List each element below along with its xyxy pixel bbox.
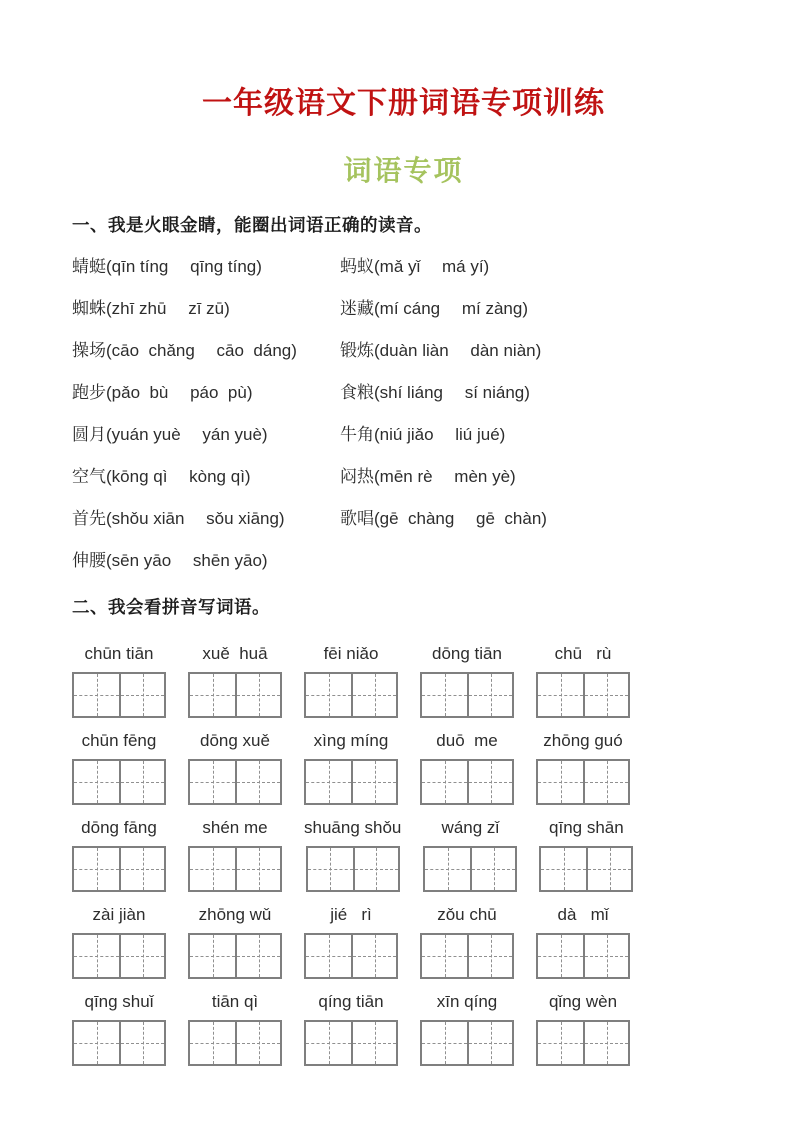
word-text: 蜻蜓 xyxy=(72,257,106,276)
pinyin-label: duō me xyxy=(436,731,498,750)
pinyin-label: chūn fēng xyxy=(81,731,157,750)
pinyin-word-item xyxy=(188,992,282,1066)
pinyin-label: qíng tiān xyxy=(318,992,384,1011)
pinyin-label: tiān qì xyxy=(211,992,259,1011)
pinyin-word-item xyxy=(72,644,166,718)
word-item xyxy=(72,426,340,444)
pinyin-label: fēi niǎo xyxy=(323,644,379,663)
pinyin-label: zhōng wǔ xyxy=(198,905,272,924)
pronunciation-options: (sēn yāo shēn yāo) xyxy=(106,551,268,570)
writing-grid xyxy=(304,1020,398,1066)
writing-grid xyxy=(72,1020,166,1066)
pronunciation-options: (gē chàng gē chàn) xyxy=(374,509,547,528)
writing-cell xyxy=(538,761,583,803)
pinyin-row xyxy=(72,644,735,718)
writing-cell xyxy=(422,1022,467,1064)
word-text: 歌唱 xyxy=(340,509,374,528)
writing-grid xyxy=(304,672,398,718)
writing-cell xyxy=(190,674,235,716)
pinyin-word-item xyxy=(420,644,514,718)
word-row xyxy=(72,426,735,444)
writing-cell xyxy=(583,761,628,803)
word-row xyxy=(72,552,735,570)
word-item xyxy=(340,258,489,276)
pronunciation-options: (yuán yuè yán yuè) xyxy=(106,425,268,444)
writing-cell xyxy=(119,761,164,803)
pinyin-word-item xyxy=(72,731,166,805)
word-text: 首先 xyxy=(72,509,106,528)
section1-heading: 一、我是火眼金睛，能圈出词语正确的读音。 xyxy=(72,215,432,235)
word-item xyxy=(340,426,505,444)
pinyin-label: xīn qíng xyxy=(436,992,498,1011)
pinyin-label: chūn tiān xyxy=(84,644,154,663)
pinyin-label: chū rù xyxy=(554,644,612,663)
pinyin-label: dà mǐ xyxy=(557,905,609,924)
writing-cell xyxy=(119,935,164,977)
writing-cell xyxy=(538,935,583,977)
word-item xyxy=(72,468,340,486)
pinyin-word-item xyxy=(188,905,282,979)
word-row xyxy=(72,300,735,318)
writing-cell xyxy=(119,1022,164,1064)
pinyin-row xyxy=(72,731,735,805)
writing-grid xyxy=(539,846,633,892)
writing-cell xyxy=(74,1022,119,1064)
pinyin-word-item xyxy=(304,731,398,805)
pinyin-word-item xyxy=(304,905,398,979)
writing-cell xyxy=(541,848,586,890)
writing-cell xyxy=(74,674,119,716)
pinyin-label: dōng fāng xyxy=(81,818,157,837)
writing-cell xyxy=(422,674,467,716)
word-text: 空气 xyxy=(72,467,106,486)
pronunciation-options: (kōng qì kòng qì) xyxy=(106,467,251,486)
writing-cell xyxy=(351,1022,396,1064)
writing-grid xyxy=(420,672,514,718)
writing-grid xyxy=(72,759,166,805)
writing-cell xyxy=(583,674,628,716)
writing-grid xyxy=(188,672,282,718)
pronunciation-options: (mǎ yǐ má yí) xyxy=(374,257,490,276)
writing-cell xyxy=(306,935,351,977)
pronunciation-options: (shí liáng sí niáng) xyxy=(374,383,530,402)
page-subtitle: 词语专项 xyxy=(343,155,464,186)
writing-cell xyxy=(235,848,280,890)
pinyin-label: dōng tiān xyxy=(432,644,502,663)
writing-grid xyxy=(306,846,400,892)
writing-grid xyxy=(188,1020,282,1066)
pinyin-word-item xyxy=(188,731,282,805)
pronunciation-options: (duàn liàn dàn niàn) xyxy=(374,341,542,360)
word-item xyxy=(340,510,547,528)
writing-grid xyxy=(536,672,630,718)
pinyin-label: dōng xuě xyxy=(200,731,270,750)
writing-cell xyxy=(538,674,583,716)
writing-grid xyxy=(188,933,282,979)
word-text: 闷热 xyxy=(340,467,374,486)
pinyin-label: wáng zǐ xyxy=(441,818,500,837)
writing-cell xyxy=(467,935,512,977)
pinyin-word-item xyxy=(536,731,630,805)
word-item xyxy=(72,258,340,276)
pinyin-label: xuě huā xyxy=(202,644,268,663)
pinyin-word-item xyxy=(539,818,633,892)
writing-cell xyxy=(351,761,396,803)
writing-grid xyxy=(423,846,517,892)
pinyin-label: zǒu chū xyxy=(437,905,497,924)
section1-word-list xyxy=(72,258,735,570)
pinyin-word-item xyxy=(420,731,514,805)
writing-cell xyxy=(422,761,467,803)
pinyin-label: qīng shān xyxy=(549,818,624,837)
word-row xyxy=(72,342,735,360)
word-text: 牛角 xyxy=(340,425,374,444)
pinyin-word-item xyxy=(304,992,398,1066)
word-item xyxy=(340,300,528,318)
pinyin-word-item xyxy=(420,992,514,1066)
pronunciation-options: (zhī zhū zī zū) xyxy=(106,299,230,318)
writing-grid xyxy=(420,933,514,979)
writing-cell xyxy=(74,935,119,977)
pinyin-word-item xyxy=(536,905,630,979)
writing-cell xyxy=(119,674,164,716)
writing-cell xyxy=(190,1022,235,1064)
pinyin-word-item xyxy=(72,905,166,979)
pinyin-label: qǐng wèn xyxy=(548,992,618,1011)
writing-cell xyxy=(470,848,515,890)
section2-pinyin-block xyxy=(72,644,735,1066)
pinyin-label: xìng míng xyxy=(313,731,389,750)
word-text: 跑步 xyxy=(72,383,106,402)
writing-cell xyxy=(306,1022,351,1064)
writing-grid xyxy=(420,1020,514,1066)
writing-grid xyxy=(536,1020,630,1066)
writing-cell xyxy=(353,848,398,890)
word-row xyxy=(72,510,735,528)
word-item xyxy=(340,342,541,360)
writing-grid xyxy=(420,759,514,805)
word-text: 蚂蚁 xyxy=(340,257,374,276)
word-row xyxy=(72,468,735,486)
section2-heading: 二、我会看拼音写词语。 xyxy=(72,597,270,617)
word-item xyxy=(72,384,340,402)
word-text: 伸腰 xyxy=(72,551,106,570)
word-text: 操场 xyxy=(72,341,106,360)
writing-cell xyxy=(586,848,631,890)
word-text: 迷藏 xyxy=(340,299,374,318)
writing-cell xyxy=(235,674,280,716)
pinyin-row xyxy=(72,818,735,892)
pinyin-row xyxy=(72,905,735,979)
pinyin-label: zhōng guó xyxy=(543,731,623,750)
writing-cell xyxy=(583,935,628,977)
word-text: 锻炼 xyxy=(340,341,374,360)
word-text: 圆月 xyxy=(72,425,106,444)
writing-grid xyxy=(188,846,282,892)
writing-grid xyxy=(72,672,166,718)
pronunciation-options: (mēn rè mèn yè) xyxy=(374,467,516,486)
writing-cell xyxy=(467,674,512,716)
writing-cell xyxy=(306,674,351,716)
writing-grid xyxy=(536,933,630,979)
pinyin-word-item xyxy=(423,818,517,892)
writing-cell xyxy=(235,761,280,803)
writing-cell xyxy=(351,935,396,977)
writing-cell xyxy=(583,1022,628,1064)
word-text: 蜘蛛 xyxy=(72,299,106,318)
pronunciation-options: (qīn tíng qīng tíng) xyxy=(106,257,262,276)
pinyin-label: jié rì xyxy=(330,905,372,924)
writing-cell xyxy=(538,1022,583,1064)
writing-cell xyxy=(74,848,119,890)
writing-grid xyxy=(304,759,398,805)
writing-cell xyxy=(425,848,470,890)
writing-cell xyxy=(351,674,396,716)
pinyin-label: shén me xyxy=(202,818,268,837)
writing-cell xyxy=(467,761,512,803)
writing-cell xyxy=(190,935,235,977)
pinyin-word-item xyxy=(304,818,401,892)
pinyin-label: qīng shuǐ xyxy=(84,992,154,1011)
writing-grid xyxy=(72,846,166,892)
pinyin-word-item xyxy=(188,818,282,892)
pinyin-word-item xyxy=(72,818,166,892)
pinyin-label: shuāng shǒu xyxy=(304,818,402,837)
writing-grid xyxy=(304,933,398,979)
pinyin-word-item xyxy=(420,905,514,979)
pronunciation-options: (niú jiǎo liú jué) xyxy=(374,425,506,444)
pronunciation-options: (shǒu xiān sǒu xiāng) xyxy=(106,509,285,528)
pinyin-word-item xyxy=(536,992,630,1066)
writing-grid xyxy=(188,759,282,805)
writing-cell xyxy=(119,848,164,890)
writing-cell xyxy=(235,1022,280,1064)
writing-cell xyxy=(308,848,353,890)
writing-cell xyxy=(422,935,467,977)
word-item xyxy=(72,300,340,318)
word-text: 食粮 xyxy=(340,383,374,402)
word-row xyxy=(72,384,735,402)
writing-grid xyxy=(536,759,630,805)
pronunciation-options: (pǎo bù páo pù) xyxy=(106,383,253,402)
pinyin-row xyxy=(72,992,735,1066)
pinyin-word-item xyxy=(536,644,630,718)
pinyin-label: zài jiàn xyxy=(92,905,146,924)
word-item xyxy=(340,384,530,402)
word-item xyxy=(72,510,340,528)
word-item xyxy=(72,552,340,570)
writing-cell xyxy=(306,761,351,803)
pronunciation-options: (mí cáng mí zàng) xyxy=(374,299,528,318)
writing-cell xyxy=(190,761,235,803)
word-row xyxy=(72,258,735,276)
word-item xyxy=(340,468,516,486)
pinyin-word-item xyxy=(188,644,282,718)
pronunciation-options: (cāo chǎng cāo dáng) xyxy=(106,341,297,360)
pinyin-word-item xyxy=(304,644,398,718)
word-item xyxy=(72,342,340,360)
writing-cell xyxy=(235,935,280,977)
writing-cell xyxy=(74,761,119,803)
pinyin-word-item xyxy=(72,992,166,1066)
page-title: 一年级语文下册词语专项训练 xyxy=(202,87,605,120)
writing-grid xyxy=(72,933,166,979)
writing-cell xyxy=(467,1022,512,1064)
writing-cell xyxy=(190,848,235,890)
